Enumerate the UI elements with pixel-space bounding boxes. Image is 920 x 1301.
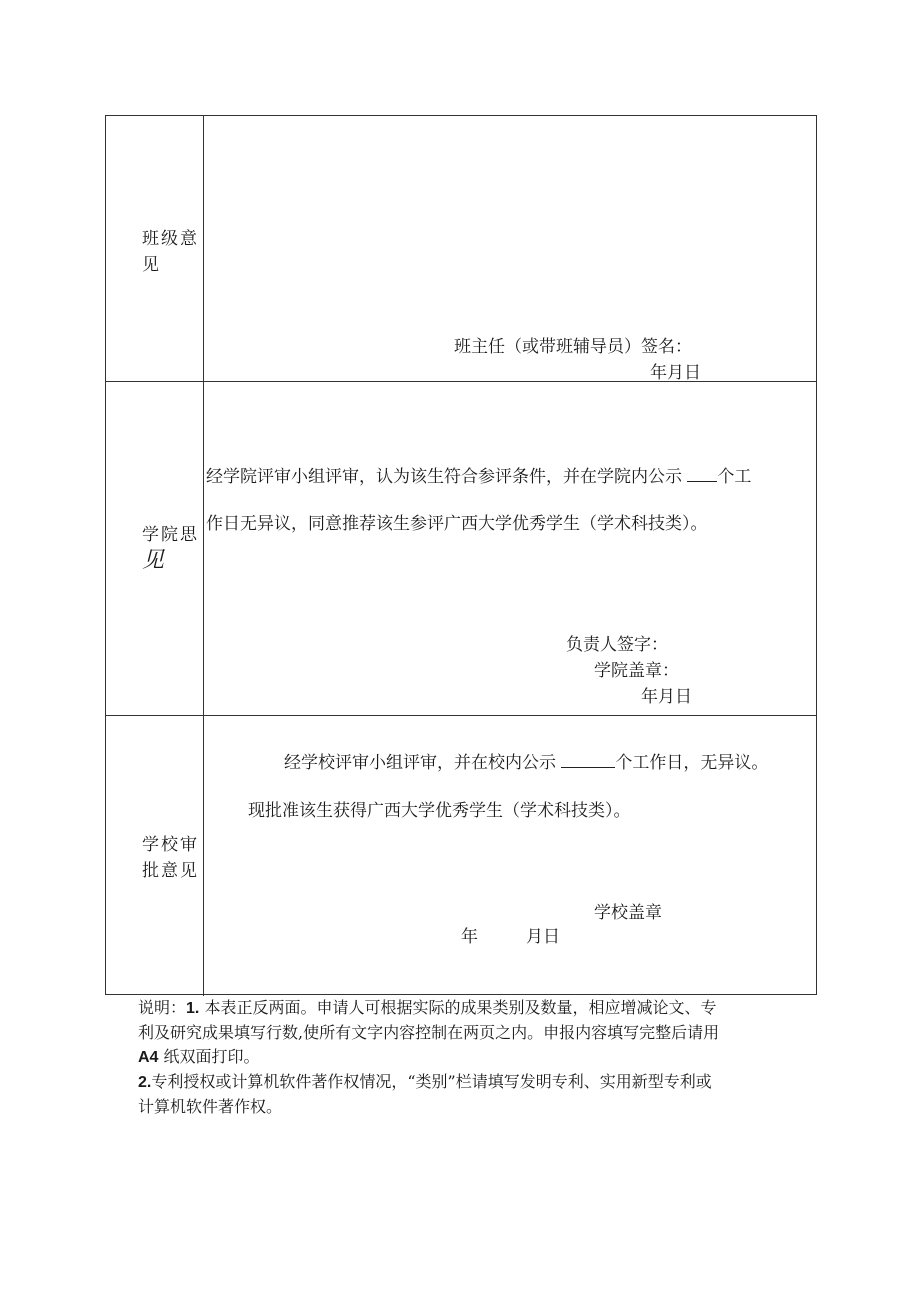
college-publicity-days-blank [687, 467, 717, 482]
class-opinion-row [106, 116, 816, 382]
class-opinion-label-line1: 班级意 [142, 229, 199, 249]
class-opinion-date: 年月日 [650, 363, 701, 383]
class-opinion-label-line2: 见 [142, 255, 161, 275]
college-signer: 负责人签字： [566, 635, 668, 655]
school-opinion-text-part1: 经学校评审小组评审，并在校内公示 [284, 753, 556, 773]
college-opinion-text-line2: 作日无异议，同意推荐该生参评广西大学优秀学生（学术科技类）。 [206, 514, 708, 534]
college-opinion-text-part2: 个工 [717, 467, 752, 487]
school-opinion-text-line2: 现批准该生获得广西大学优秀学生（学术科技类）。 [248, 801, 631, 821]
school-opinion-label-line1: 学校审 [142, 835, 199, 855]
notes-number-2: 2. [138, 1074, 152, 1091]
college-opinion-text-line1 [206, 462, 751, 487]
form-notes [138, 996, 828, 1119]
college-opinion-label-line1: 学院思 [142, 525, 199, 545]
school-publicity-days-blank [561, 753, 615, 768]
notes-prefix: 说明： [138, 998, 187, 1017]
school-opinion-month-day: 月日 [526, 927, 560, 947]
school-opinion-label-line2: 批意见 [142, 861, 199, 881]
school-opinion-text-part2: 个工作日，无异议。 [615, 753, 769, 773]
class-opinion-label [142, 226, 199, 278]
notes-text-4: 专利授权或计算机软件著作权情况，“类别”栏请填写发明专利、实用新型专利或 [151, 1072, 712, 1091]
notes-text-3: 纸双面打印。 [163, 1047, 260, 1066]
college-opinion-text-part1: 经学院评审小组评审，认为该生符合参评条件，并在学院内公示 [206, 467, 682, 487]
school-opinion-row [106, 716, 816, 996]
opinion-form-table [105, 115, 817, 995]
school-opinion-label [142, 832, 199, 884]
college-opinion-label-cell [106, 382, 204, 715]
notes-line-4 [138, 1070, 828, 1095]
notes-text-1: 本表正反两面。申请人可根据实际的成果类别及数量，相应增减论文、专 [204, 998, 717, 1017]
class-opinion-label-cell [106, 116, 204, 381]
school-seal: 学校盖章 [594, 903, 662, 923]
notes-a4: A4 [138, 1049, 159, 1066]
college-seal: 学院盖章： [594, 661, 679, 681]
notes-line-5: 计算机软件著作权。 [138, 1097, 283, 1116]
college-opinion-row [106, 382, 816, 716]
school-opinion-text-line1 [284, 748, 768, 773]
class-teacher-signature: 班主任（或带班辅导员）签名： [454, 337, 692, 357]
college-opinion-label-line2: 见 [142, 548, 167, 573]
notes-line-3 [138, 1045, 828, 1070]
college-opinion-date: 年月日 [641, 687, 692, 707]
school-opinion-label-cell [106, 716, 204, 996]
notes-number-1: 1. [186, 1000, 200, 1017]
college-opinion-label [142, 522, 199, 574]
school-opinion-year: 年 [461, 927, 478, 947]
notes-line-2: 利及研究成果填写行数,使所有文字内容控制在两页之内。申报内容填写完整后请用 [138, 1023, 720, 1042]
notes-line-1 [138, 996, 828, 1021]
